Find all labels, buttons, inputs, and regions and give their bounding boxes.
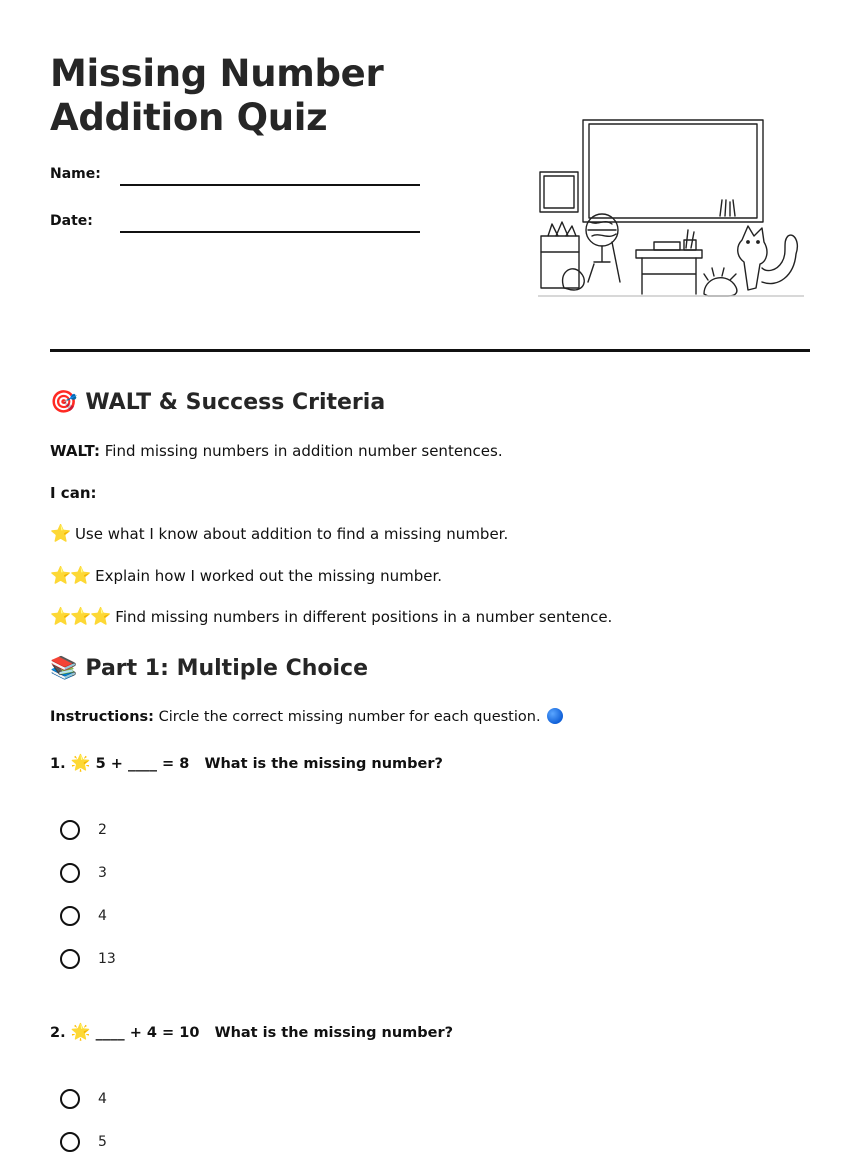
chalkboard-outer bbox=[583, 120, 763, 222]
q1-option-4[interactable] bbox=[60, 946, 116, 972]
question-sentence: ____ + 4 = 10 bbox=[95, 1025, 200, 1041]
q1-option-3[interactable] bbox=[60, 903, 107, 929]
name-line[interactable] bbox=[120, 184, 420, 186]
q2-option-1[interactable] bbox=[60, 1086, 107, 1112]
walt-statement bbox=[50, 441, 503, 461]
criterion-1 bbox=[50, 524, 508, 544]
glowing-star-icon: 🌟 bbox=[70, 1022, 91, 1041]
title-line-1: Missing Number bbox=[50, 52, 384, 95]
desk-books bbox=[654, 242, 680, 250]
walt-label: WALT: bbox=[50, 442, 100, 460]
instructions bbox=[50, 707, 563, 727]
question-prompt: What is the missing number? bbox=[214, 1025, 454, 1041]
radio-circle[interactable] bbox=[60, 1089, 80, 1109]
option-label: 3 bbox=[98, 865, 107, 881]
option-label: 5 bbox=[98, 1134, 107, 1150]
walt-heading bbox=[50, 390, 385, 415]
option-label: 4 bbox=[98, 1091, 107, 1107]
question-2 bbox=[50, 1022, 453, 1041]
chalk-icon bbox=[720, 200, 735, 216]
header-divider bbox=[50, 349, 810, 352]
option-label: 2 bbox=[98, 822, 107, 838]
classroom-illustration bbox=[538, 112, 804, 304]
fox-icon bbox=[738, 226, 767, 290]
star-icon: ⭐⭐⭐ bbox=[50, 607, 111, 627]
radio-circle[interactable] bbox=[60, 820, 80, 840]
criterion-3 bbox=[50, 607, 612, 627]
name-label: Name: bbox=[50, 166, 101, 182]
question-sentence: 5 + ____ = 8 bbox=[95, 756, 190, 772]
q2-option-2[interactable] bbox=[60, 1129, 107, 1155]
question-prompt: What is the missing number? bbox=[204, 756, 443, 772]
desk bbox=[636, 250, 702, 258]
radio-circle[interactable] bbox=[60, 906, 80, 926]
part1-heading-text: Part 1: Multiple Choice bbox=[85, 656, 369, 681]
criterion-2-text: Explain how I worked out the missing number. bbox=[90, 567, 443, 585]
part1-heading bbox=[50, 656, 368, 681]
hedgehog-icon bbox=[704, 278, 737, 296]
date-line[interactable] bbox=[120, 231, 420, 233]
target-icon: 🎯 bbox=[50, 390, 78, 415]
criterion-1-text: Use what I know about addition to find a missing number. bbox=[70, 525, 509, 543]
bookshelf bbox=[541, 236, 579, 288]
radio-circle[interactable] bbox=[60, 949, 80, 969]
books-icon bbox=[548, 222, 576, 236]
q1-option-1[interactable] bbox=[60, 817, 107, 843]
criterion-3-text: Find missing numbers in different positions in a number sentence. bbox=[110, 608, 613, 626]
criterion-2 bbox=[50, 566, 442, 586]
radio-circle[interactable] bbox=[60, 1132, 80, 1152]
star-icon: ⭐ bbox=[50, 524, 71, 544]
question-number: 1. bbox=[50, 756, 66, 772]
picture-frame bbox=[540, 172, 578, 212]
question-1 bbox=[50, 753, 443, 772]
radio-circle[interactable] bbox=[60, 863, 80, 883]
cat-icon bbox=[563, 269, 585, 290]
date-label: Date: bbox=[50, 213, 93, 229]
page-title bbox=[50, 52, 383, 140]
date-field[interactable] bbox=[50, 213, 430, 243]
picture-frame-inner bbox=[544, 176, 574, 208]
star-icon: ⭐⭐ bbox=[50, 566, 91, 586]
pencil-cup-icon bbox=[686, 230, 694, 248]
option-label: 4 bbox=[98, 908, 107, 924]
title-line-2: Addition Quiz bbox=[50, 96, 328, 139]
instructions-text: Circle the correct missing number for each question. bbox=[153, 709, 541, 725]
question-number: 2. bbox=[50, 1025, 66, 1041]
books-icon: 📚 bbox=[50, 656, 78, 681]
instructions-label: Instructions: bbox=[50, 709, 154, 725]
q1-option-2[interactable] bbox=[60, 860, 107, 886]
name-field[interactable] bbox=[50, 166, 430, 196]
walt-text: Find missing numbers in addition number sentences. bbox=[99, 442, 503, 460]
ican-label-row bbox=[50, 483, 97, 503]
glowing-star-icon: 🌟 bbox=[70, 753, 91, 772]
chalkboard-inner bbox=[589, 124, 757, 218]
blue-circle-icon bbox=[547, 708, 563, 724]
walt-heading-text: WALT & Success Criteria bbox=[85, 390, 386, 415]
option-label: 13 bbox=[98, 951, 116, 967]
ican-label: I can: bbox=[50, 484, 97, 502]
